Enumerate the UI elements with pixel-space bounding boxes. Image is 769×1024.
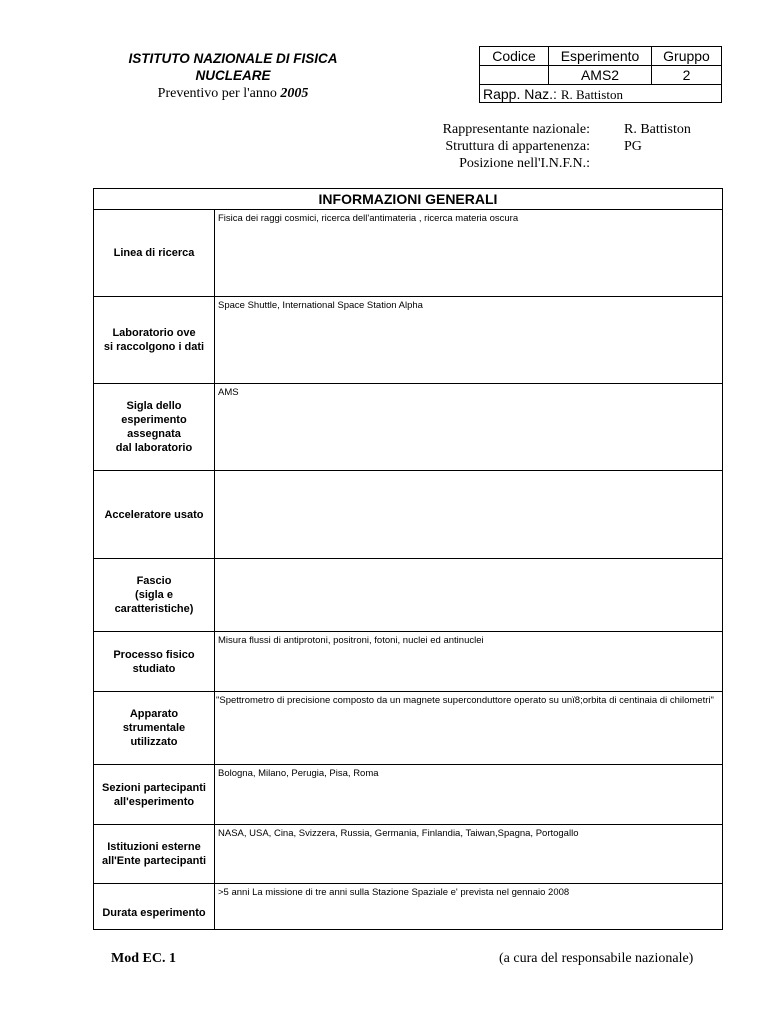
- table-row-acceleratore: [94, 471, 722, 559]
- row-label-text: Sigla dello esperimento assegnata dal laboratorio: [115, 400, 193, 454]
- table-row-istituzioni: [94, 825, 722, 884]
- row-value: Misura flussi di antiprotoni, positroni, fotoni, nuclei ed antinuclei: [218, 635, 484, 646]
- preventivo-year: 2005: [280, 86, 309, 101]
- row-label-text: Laboratorio ove si raccolgono i dati: [103, 327, 205, 353]
- table-row-processo: [94, 632, 722, 692]
- struttura-label: Struttura di appartenenza:: [445, 139, 590, 154]
- rappresentante-label: Rappresentante nazionale:: [442, 122, 590, 137]
- gruppo-header: Gruppo: [652, 47, 721, 66]
- codice-header: Codice: [480, 47, 549, 66]
- table-row-fascio: [94, 559, 722, 632]
- row-label: Linea di ricerca: [94, 210, 215, 296]
- row-value: NASA, USA, Cina, Svizzera, Russia, Germania, Finlandia, Taiwan,Spagna, Portogallo: [218, 828, 579, 839]
- rapp-naz-label: Rapp. Naz.:: [483, 86, 557, 102]
- table-row-sigla: [94, 384, 722, 471]
- preventivo-label: Preventivo per l'anno: [157, 86, 277, 101]
- row-label: [94, 384, 215, 470]
- table-row-linea-ricerca: [94, 210, 722, 297]
- row-label-text: Apparato strumentale utilizzato: [122, 708, 186, 748]
- table-title: INFORMAZIONI GENERALI: [94, 189, 722, 210]
- table-row-laboratorio: [94, 297, 722, 384]
- form-id: Mod EC. 1: [111, 951, 176, 966]
- row-value: AMS: [218, 387, 239, 398]
- esperimento-header: Esperimento: [549, 47, 652, 66]
- row-label: [94, 632, 215, 691]
- footer-note: (a cura del responsabile nazionale): [499, 951, 694, 966]
- row-label-text: Processo fisico studiato: [113, 648, 195, 675]
- row-value: "Spettrometro di precisione composto da un magnete superconduttore operato su unï8;orbita di centinaia di chilometri": [216, 695, 714, 706]
- rapp-naz-value: R. Battiston: [560, 87, 623, 102]
- row-label: [94, 765, 215, 824]
- rappresentante-value: R. Battiston: [624, 122, 691, 137]
- table-row-durata: [94, 884, 722, 929]
- table-row-sezioni: [94, 765, 722, 825]
- struttura-value: PG: [624, 139, 642, 154]
- row-label-text: Istituzioni esterne all'Ente partecipanti: [101, 841, 207, 867]
- row-label: Acceleratore usato: [94, 471, 215, 558]
- esperimento-value: AMS2: [549, 66, 652, 85]
- row-value: >5 anni La missione di tre anni sulla Stazione Spaziale e' prevista nel gennaio 2008: [218, 887, 570, 898]
- institute-name-line2: NUCLEARE: [195, 68, 271, 83]
- row-label-text: Fascio (sigla e caratteristiche): [114, 575, 194, 615]
- institute-name-line1: ISTITUTO NAZIONALE DI FISICA: [128, 51, 338, 66]
- row-value: Space Shuttle, International Space Station Alpha: [218, 300, 423, 311]
- row-value: Bologna, Milano, Perugia, Pisa, Roma: [218, 768, 379, 779]
- institute-header: [110, 50, 356, 103]
- code-box: [479, 46, 722, 103]
- row-label: [94, 559, 215, 631]
- row-value: Fisica dei raggi cosmici, ricerca dell'antimateria , ricerca materia oscura: [218, 213, 519, 224]
- rapp-naz-row: [480, 85, 721, 103]
- row-label: [94, 297, 215, 383]
- row-label: [94, 692, 215, 764]
- general-info-table: [93, 188, 723, 930]
- codice-value: [480, 66, 549, 85]
- table-row-apparato: [94, 692, 722, 765]
- row-label: [94, 825, 215, 883]
- gruppo-value: 2: [652, 66, 721, 85]
- posizione-label: Posizione nell'I.N.F.N.:: [459, 156, 590, 171]
- row-label-text: Sezioni partecipanti all'esperimento: [102, 781, 206, 808]
- row-label: Durata esperimento: [94, 884, 215, 929]
- preventivo-line: [110, 85, 356, 103]
